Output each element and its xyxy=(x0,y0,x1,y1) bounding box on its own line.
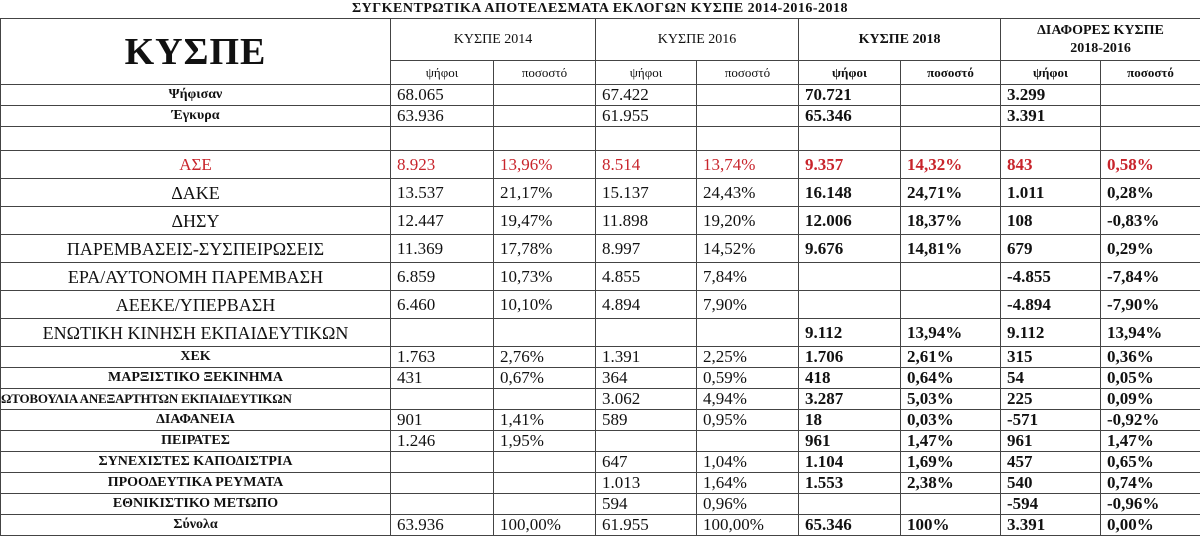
cell-p18: 1,47% xyxy=(901,431,1001,452)
cell-v18: 12.006 xyxy=(799,207,901,235)
cell-v16: 8.997 xyxy=(596,235,697,263)
cell-dp: -0,83% xyxy=(1101,207,1200,235)
table-row xyxy=(1,207,1200,235)
page-title: ΣΥΓΚΕΝΤΡΩΤΙΚΑ ΑΠΟΤΕΛΕΣΜΑΤΑ ΕΚΛΟΓΩΝ ΚΥΣΠΕ 2014-2016-2018 xyxy=(352,1,848,16)
cell-v18 xyxy=(799,291,901,319)
cell-p18: 14,81% xyxy=(901,235,1001,263)
party-name: Έγκυρα xyxy=(1,106,391,127)
table-row xyxy=(1,179,1200,207)
cell-p18 xyxy=(901,263,1001,291)
cell-p14: 1,95% xyxy=(494,431,596,452)
party-name: ΑΕΕΚΕ/ΥΠΕΡΒΑΣΗ xyxy=(1,291,391,319)
cell-p18 xyxy=(901,127,1001,151)
cell-p18: 1,69% xyxy=(901,452,1001,473)
cell-p16: 2,25% xyxy=(697,347,799,368)
votes-header-2016: ψήφοι xyxy=(596,61,697,85)
cell-dv: -4.855 xyxy=(1001,263,1101,291)
cell-p18: 100% xyxy=(901,515,1001,536)
cell-dp: 0,09% xyxy=(1101,389,1200,410)
cell-v18: 70.721 xyxy=(799,85,901,106)
cell-p16: 1,64% xyxy=(697,473,799,494)
cell-p16 xyxy=(697,106,799,127)
cell-dp: -0,92% xyxy=(1101,410,1200,431)
cell-v18: 18 xyxy=(799,410,901,431)
table-row xyxy=(1,431,1200,452)
cell-p18: 13,94% xyxy=(901,319,1001,347)
cell-dp: 0,05% xyxy=(1101,368,1200,389)
cell-v16: 589 xyxy=(596,410,697,431)
percent-header-2014: ποσοστό xyxy=(494,61,596,85)
party-name: ΔΙΑΦΑΝΕΙΑ xyxy=(1,410,391,431)
cell-p18: 24,71% xyxy=(901,179,1001,207)
cell-p14 xyxy=(494,452,596,473)
cell-p14: 0,67% xyxy=(494,368,596,389)
percent-header-diff: ποσοστό xyxy=(1101,61,1200,85)
cell-p14: 19,47% xyxy=(494,207,596,235)
cell-dv: 315 xyxy=(1001,347,1101,368)
cell-p18: 0,64% xyxy=(901,368,1001,389)
cell-v18: 1.553 xyxy=(799,473,901,494)
cell-dp: 0,58% xyxy=(1101,151,1200,179)
cell-dv: 3.391 xyxy=(1001,106,1101,127)
cell-dv: -4.894 xyxy=(1001,291,1101,319)
cell-v14 xyxy=(391,494,494,515)
party-name: ΜΑΡΞΙΣΤΙΚΟ ΞΕΚΙΝΗΜΑ xyxy=(1,368,391,389)
col-header-2016: ΚΥΣΠΕ 2016 xyxy=(596,19,799,61)
party-name: ΧΕΚ xyxy=(1,347,391,368)
cell-v16: 15.137 xyxy=(596,179,697,207)
table-row xyxy=(1,263,1200,291)
cell-p14 xyxy=(494,389,596,410)
cell-v14: 6.460 xyxy=(391,291,494,319)
table-row xyxy=(1,494,1200,515)
cell-v16 xyxy=(596,127,697,151)
cell-v18: 16.148 xyxy=(799,179,901,207)
cell-p16: 13,74% xyxy=(697,151,799,179)
cell-v18: 1.104 xyxy=(799,452,901,473)
results-table xyxy=(0,18,1200,536)
cell-p14: 2,76% xyxy=(494,347,596,368)
cell-dv: 540 xyxy=(1001,473,1101,494)
cell-v14: 431 xyxy=(391,368,494,389)
cell-dv: 457 xyxy=(1001,452,1101,473)
table-row xyxy=(1,410,1200,431)
cell-v18: 9.112 xyxy=(799,319,901,347)
cell-v14: 12.447 xyxy=(391,207,494,235)
cell-v16: 61.955 xyxy=(596,515,697,536)
cell-dp: 0,28% xyxy=(1101,179,1200,207)
cell-dp: -7,90% xyxy=(1101,291,1200,319)
cell-v16: 67.422 xyxy=(596,85,697,106)
diff-header-line1: ΔΙΑΦΟΡΕΣ ΚΥΣΠΕ xyxy=(1037,22,1164,38)
cell-v16: 4.855 xyxy=(596,263,697,291)
cell-dv: 225 xyxy=(1001,389,1101,410)
votes-header-2018: ψήφοι xyxy=(799,61,901,85)
cell-v16: 61.955 xyxy=(596,106,697,127)
party-name: ΕΘΝΙΚΙΣΤΙΚΟ ΜΕΤΩΠΟ xyxy=(1,494,391,515)
cell-v18: 961 xyxy=(799,431,901,452)
cell-v18 xyxy=(799,263,901,291)
cell-p14 xyxy=(494,106,596,127)
cell-dv: 108 xyxy=(1001,207,1101,235)
cell-dp xyxy=(1101,127,1200,151)
cell-p18 xyxy=(901,291,1001,319)
cell-v14: 13.537 xyxy=(391,179,494,207)
party-name xyxy=(1,127,391,151)
table-row xyxy=(1,368,1200,389)
cell-v18: 9.357 xyxy=(799,151,901,179)
cell-dp: 0,29% xyxy=(1101,235,1200,263)
cell-v14: 68.065 xyxy=(391,85,494,106)
cell-dp: 1,47% xyxy=(1101,431,1200,452)
cell-p16: 14,52% xyxy=(697,235,799,263)
diff-header-line2: 2018-2016 xyxy=(1070,40,1131,56)
table-row xyxy=(1,85,1200,106)
party-name: ΔΗΣΥ xyxy=(1,207,391,235)
party-name: Ψήφισαν xyxy=(1,85,391,106)
cell-p16 xyxy=(697,85,799,106)
cell-dv: 3.299 xyxy=(1001,85,1101,106)
party-name: ΕΝΩΤΙΚΗ ΚΙΝΗΣΗ ΕΚΠΑΙΔΕΥΤΙΚΩΝ xyxy=(1,319,391,347)
cell-v18: 65.346 xyxy=(799,106,901,127)
cell-dp: 0,00% xyxy=(1101,515,1200,536)
party-name: ΔΑΚΕ xyxy=(1,179,391,207)
cell-v18 xyxy=(799,494,901,515)
percent-header-2016: ποσοστό xyxy=(697,61,799,85)
cell-p14: 13,96% xyxy=(494,151,596,179)
cell-v14: 8.923 xyxy=(391,151,494,179)
cell-p16: 0,59% xyxy=(697,368,799,389)
cell-p14: 1,41% xyxy=(494,410,596,431)
cell-p16 xyxy=(697,431,799,452)
cell-p18: 18,37% xyxy=(901,207,1001,235)
party-name: ΠΑΡΕΜΒΑΣΕΙΣ-ΣΥΣΠΕΙΡΩΣΕΙΣ xyxy=(1,235,391,263)
votes-header-diff: ψήφοι xyxy=(1001,61,1101,85)
table-row xyxy=(1,473,1200,494)
cell-v16: 8.514 xyxy=(596,151,697,179)
cell-dv: 961 xyxy=(1001,431,1101,452)
cell-dv: 9.112 xyxy=(1001,319,1101,347)
cell-v14: 901 xyxy=(391,410,494,431)
cell-v16: 594 xyxy=(596,494,697,515)
cell-dv: -571 xyxy=(1001,410,1101,431)
table-row xyxy=(1,347,1200,368)
cell-p16: 24,43% xyxy=(697,179,799,207)
cell-v16: 4.894 xyxy=(596,291,697,319)
party-name: ΕΡΑ/ΑΥΤΟΝΟΜΗ ΠΑΡΕΜΒΑΣΗ xyxy=(1,263,391,291)
table-row xyxy=(1,389,1200,410)
table-row xyxy=(1,106,1200,127)
cell-v14: 1.763 xyxy=(391,347,494,368)
cell-p16: 7,90% xyxy=(697,291,799,319)
cell-p18: 2,61% xyxy=(901,347,1001,368)
cell-p16: 1,04% xyxy=(697,452,799,473)
cell-p14 xyxy=(494,473,596,494)
table-row xyxy=(1,235,1200,263)
cell-p14: 10,73% xyxy=(494,263,596,291)
cell-p14: 10,10% xyxy=(494,291,596,319)
cell-p18 xyxy=(901,106,1001,127)
cell-v18: 1.706 xyxy=(799,347,901,368)
party-name: ΣΥΝΕΧΙΣΤΕΣ ΚΑΠΟΔΙΣΤΡΙΑ xyxy=(1,452,391,473)
cell-p14 xyxy=(494,494,596,515)
cell-v16: 1.391 xyxy=(596,347,697,368)
cell-p18 xyxy=(901,494,1001,515)
cell-p18 xyxy=(901,85,1001,106)
cell-v18: 9.676 xyxy=(799,235,901,263)
cell-p16: 100,00% xyxy=(697,515,799,536)
cell-p16: 7,84% xyxy=(697,263,799,291)
header-row-main xyxy=(1,19,1200,61)
cell-v18 xyxy=(799,127,901,151)
cell-p18: 0,03% xyxy=(901,410,1001,431)
cell-v14: 1.246 xyxy=(391,431,494,452)
cell-dp: -0,96% xyxy=(1101,494,1200,515)
cell-v14 xyxy=(391,319,494,347)
party-name: ΩΤΟΒΟΥΛΙΑ ΑΝΕΞΑΡΤΗΤΩΝ ΕΚΠΑΙΔΕΥΤΙΚΩΝ xyxy=(1,389,391,410)
cell-dp xyxy=(1101,106,1200,127)
cell-dv: 54 xyxy=(1001,368,1101,389)
cell-v14 xyxy=(391,127,494,151)
table-row xyxy=(1,515,1200,536)
cell-dp xyxy=(1101,85,1200,106)
cell-v14 xyxy=(391,473,494,494)
cell-v14: 63.936 xyxy=(391,106,494,127)
col-header-2014: ΚΥΣΠΕ 2014 xyxy=(391,19,596,61)
col-header-diff xyxy=(1001,19,1200,61)
cell-dv xyxy=(1001,127,1101,151)
party-name: ΑΣΕ xyxy=(1,151,391,179)
cell-p14 xyxy=(494,85,596,106)
cell-p16 xyxy=(697,319,799,347)
cell-p16 xyxy=(697,127,799,151)
cell-p14: 17,78% xyxy=(494,235,596,263)
cell-v14: 11.369 xyxy=(391,235,494,263)
cell-dp: 0,36% xyxy=(1101,347,1200,368)
cell-p18: 14,32% xyxy=(901,151,1001,179)
cell-v16 xyxy=(596,319,697,347)
cell-p14: 21,17% xyxy=(494,179,596,207)
table-row xyxy=(1,291,1200,319)
cell-v16: 647 xyxy=(596,452,697,473)
cell-p18: 2,38% xyxy=(901,473,1001,494)
cell-p16: 0,95% xyxy=(697,410,799,431)
cell-v18: 418 xyxy=(799,368,901,389)
cell-v14 xyxy=(391,389,494,410)
col-header-2018: ΚΥΣΠΕ 2018 xyxy=(799,19,1001,61)
table-row xyxy=(1,452,1200,473)
cell-dp: 0,74% xyxy=(1101,473,1200,494)
party-name: ΠΡΟΟΔΕΥΤΙΚΑ ΡΕΥΜΑΤΑ xyxy=(1,473,391,494)
cell-p14 xyxy=(494,319,596,347)
cell-dp: 13,94% xyxy=(1101,319,1200,347)
cell-p16: 0,96% xyxy=(697,494,799,515)
table-row xyxy=(1,127,1200,151)
cell-v16: 1.013 xyxy=(596,473,697,494)
cell-dv: 679 xyxy=(1001,235,1101,263)
cell-v16: 364 xyxy=(596,368,697,389)
cell-p18: 5,03% xyxy=(901,389,1001,410)
cell-dv: 843 xyxy=(1001,151,1101,179)
cell-p16: 4,94% xyxy=(697,389,799,410)
percent-header-2018: ποσοστό xyxy=(901,61,1001,85)
table-row xyxy=(1,319,1200,347)
cell-v16 xyxy=(596,431,697,452)
cell-p14 xyxy=(494,127,596,151)
cell-p16: 19,20% xyxy=(697,207,799,235)
cell-v18: 3.287 xyxy=(799,389,901,410)
cell-dp: 0,65% xyxy=(1101,452,1200,473)
cell-v16: 11.898 xyxy=(596,207,697,235)
cell-v18: 65.346 xyxy=(799,515,901,536)
cell-p14: 100,00% xyxy=(494,515,596,536)
cell-dv: -594 xyxy=(1001,494,1101,515)
cell-dv: 1.011 xyxy=(1001,179,1101,207)
party-name: Σύνολα xyxy=(1,515,391,536)
main-header: ΚΥΣΠΕ xyxy=(1,19,391,85)
cell-dv: 3.391 xyxy=(1001,515,1101,536)
cell-v14: 6.859 xyxy=(391,263,494,291)
party-name: ΠΕΙΡΑΤΕΣ xyxy=(1,431,391,452)
cell-v16: 3.062 xyxy=(596,389,697,410)
table-row xyxy=(1,151,1200,179)
cell-dp: -7,84% xyxy=(1101,263,1200,291)
cell-v14: 63.936 xyxy=(391,515,494,536)
votes-header-2014: ψήφοι xyxy=(391,61,494,85)
cell-v14 xyxy=(391,452,494,473)
